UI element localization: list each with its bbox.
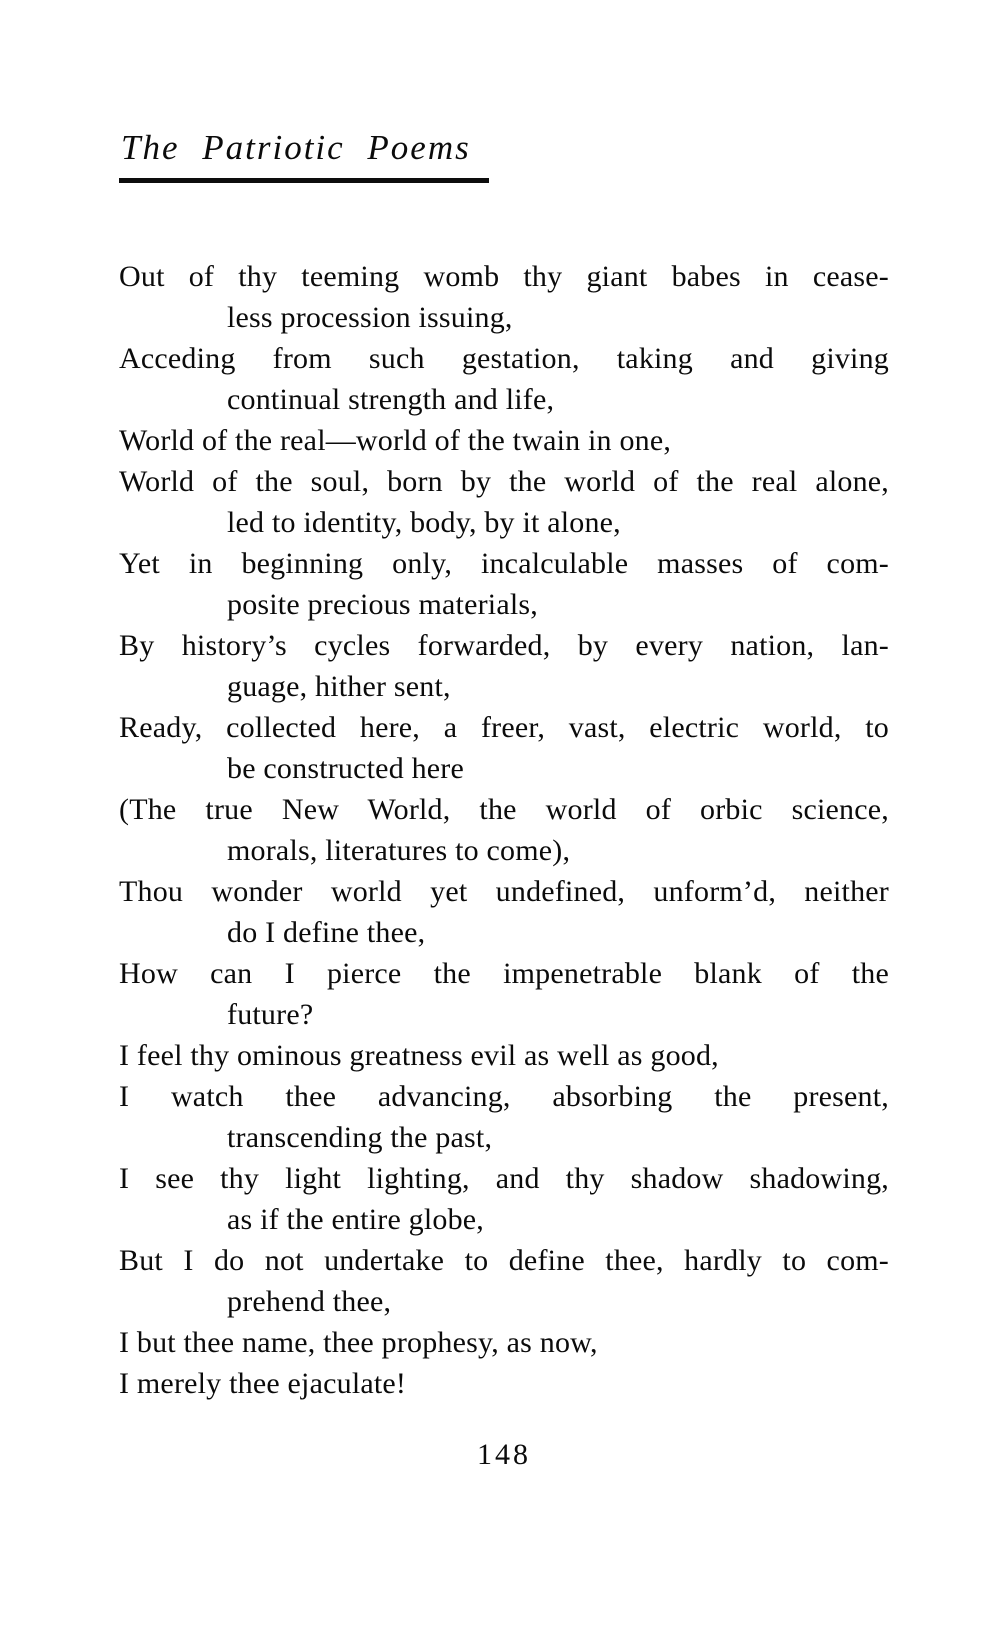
- poem-line: less procession issuing,: [227, 301, 513, 334]
- poem-line: be constructed here: [227, 752, 465, 785]
- poem-line: How can I pierce the impenetrable blank of the: [119, 957, 889, 990]
- page-number: 148: [477, 1438, 531, 1471]
- poem-line: World of the real—world of the twain in one,: [119, 424, 672, 457]
- poem-line: I see thy light lighting, and thy shadow shadowing,: [119, 1162, 889, 1195]
- poem-line: as if the entire globe,: [227, 1203, 485, 1236]
- poem-body: [119, 256, 889, 1404]
- poem-line: led to identity, body, by it alone,: [227, 506, 621, 539]
- poem-line: Yet in beginning only, incalculable masses of com-: [119, 547, 889, 580]
- poem-line: Thou wonder world yet undefined, unform’d, neither: [119, 875, 889, 908]
- poem-line: Out of thy teeming womb thy giant babes in cease-: [119, 260, 889, 293]
- poem-line: Acceding from such gestation, taking and giving: [119, 342, 889, 375]
- poem-line: I watch thee advancing, absorbing the present,: [119, 1080, 889, 1113]
- running-head: [119, 126, 489, 183]
- poem-line: I feel thy ominous greatness evil as well as good,: [119, 1039, 719, 1072]
- poem-line: future?: [227, 998, 314, 1031]
- poem-line: continual strength and life,: [227, 383, 555, 416]
- poem-line: World of the soul, born by the world of the real alone,: [119, 465, 889, 498]
- page-footer: [119, 1438, 889, 1472]
- poem-line: prehend thee,: [227, 1285, 392, 1318]
- poem-line: (The true New World, the world of orbic science,: [119, 793, 889, 826]
- poem-line: Ready, collected here, a freer, vast, electric world, to: [119, 711, 889, 744]
- section-title: The Patriotic Poems: [119, 126, 489, 183]
- poem-line: I merely thee ejaculate!: [119, 1367, 407, 1400]
- poem-line: I but thee name, thee prophesy, as now,: [119, 1326, 598, 1359]
- poem-line: guage, hither sent,: [227, 670, 451, 703]
- poem-line: morals, literatures to come),: [227, 834, 571, 867]
- poem-line: transcending the past,: [227, 1121, 493, 1154]
- poem-line: By history’s cycles forwarded, by every nation, lan-: [119, 629, 889, 662]
- poem-line: But I do not undertake to define thee, hardly to com-: [119, 1244, 889, 1277]
- poem-line: posite precious materials,: [227, 588, 538, 621]
- poem-line: do I define thee,: [227, 916, 426, 949]
